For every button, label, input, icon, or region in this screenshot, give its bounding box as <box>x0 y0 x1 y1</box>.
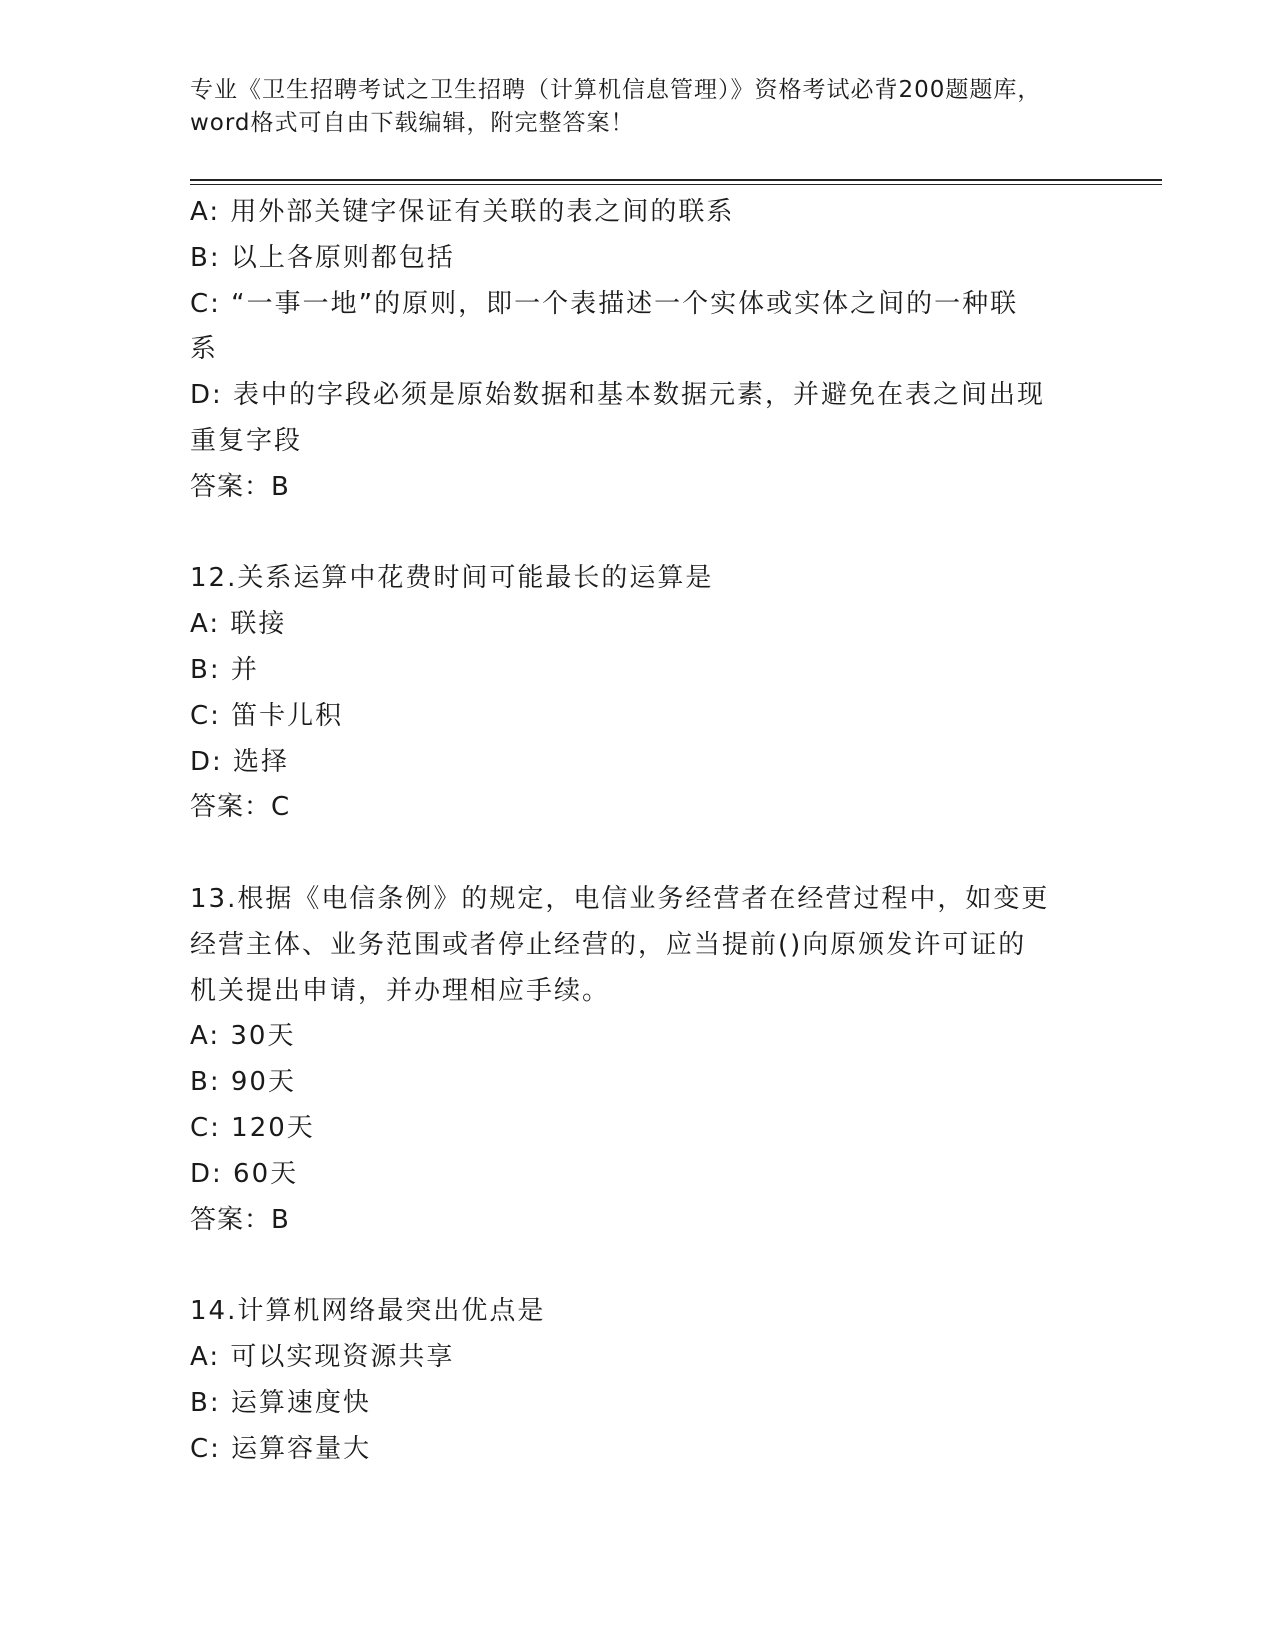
header-title-line-2: word格式可自由下载编辑，附完整答案！ <box>190 110 635 136</box>
spacer <box>190 1243 1090 1289</box>
spacer <box>190 511 1090 557</box>
option-a: A: 联接 <box>190 609 287 640</box>
spacer <box>190 831 1090 877</box>
option-b: B: 运算速度快 <box>190 1387 371 1418</box>
option-a: A: 可以实现资源共享 <box>190 1341 455 1372</box>
option-a: A: 30天 <box>190 1021 296 1052</box>
option-b: B: 以上各原则都包括 <box>190 242 455 273</box>
option-d: D: 60天 <box>190 1158 299 1189</box>
option-d-line-1: D: 表中的字段必须是原始数据和基本数据元素，并避免在表之间出现 <box>190 380 1046 411</box>
question-text-line-3: 机关提出申请，并办理相应手续。 <box>190 975 611 1006</box>
option-d: D: 选择 <box>190 746 290 777</box>
question-13 <box>190 877 1090 1243</box>
option-c: C: 运算容量大 <box>190 1433 372 1464</box>
option-b: B: 90天 <box>190 1067 296 1098</box>
document-header <box>190 74 1090 140</box>
header-divider-thick <box>190 179 1162 181</box>
question-text: 12.关系运算中花费时间可能最长的运算是 <box>190 563 714 594</box>
option-a: A: 用外部关键字保证有关联的表之间的联系 <box>190 197 735 227</box>
question-14 <box>190 1289 1090 1472</box>
document-body <box>190 190 1090 1472</box>
option-b: B: 并 <box>190 654 259 685</box>
question-12 <box>190 556 1090 831</box>
answer: 答案：B <box>190 471 290 502</box>
option-d-line-2: 重复字段 <box>190 425 303 456</box>
option-c: C: 120天 <box>190 1112 315 1143</box>
answer: 答案：C <box>190 792 291 823</box>
option-c-line-2: 系 <box>190 334 219 365</box>
question-11-continuation <box>190 190 1090 511</box>
question-text-line-2: 经营主体、业务范围或者停止经营的，应当提前()向原颁发许可证的 <box>190 929 1027 960</box>
header-title-line-1: 专业《卫生招聘考试之卫生招聘（计算机信息管理）》资格考试必背200题题库， <box>190 77 1042 103</box>
question-text-line-1: 13.根据《电信条例》的规定，电信业务经营者在经营过程中，如变更 <box>190 883 1050 914</box>
question-text: 14.计算机网络最突出优点是 <box>190 1296 546 1327</box>
answer: 答案：B <box>190 1204 290 1235</box>
option-c-line-1: C: “一事一地”的原则，即一个表描述一个实体或实体之间的一种联 <box>190 288 1019 319</box>
option-c: C: 笛卡儿积 <box>190 700 344 731</box>
header-divider-thin <box>190 184 1162 185</box>
